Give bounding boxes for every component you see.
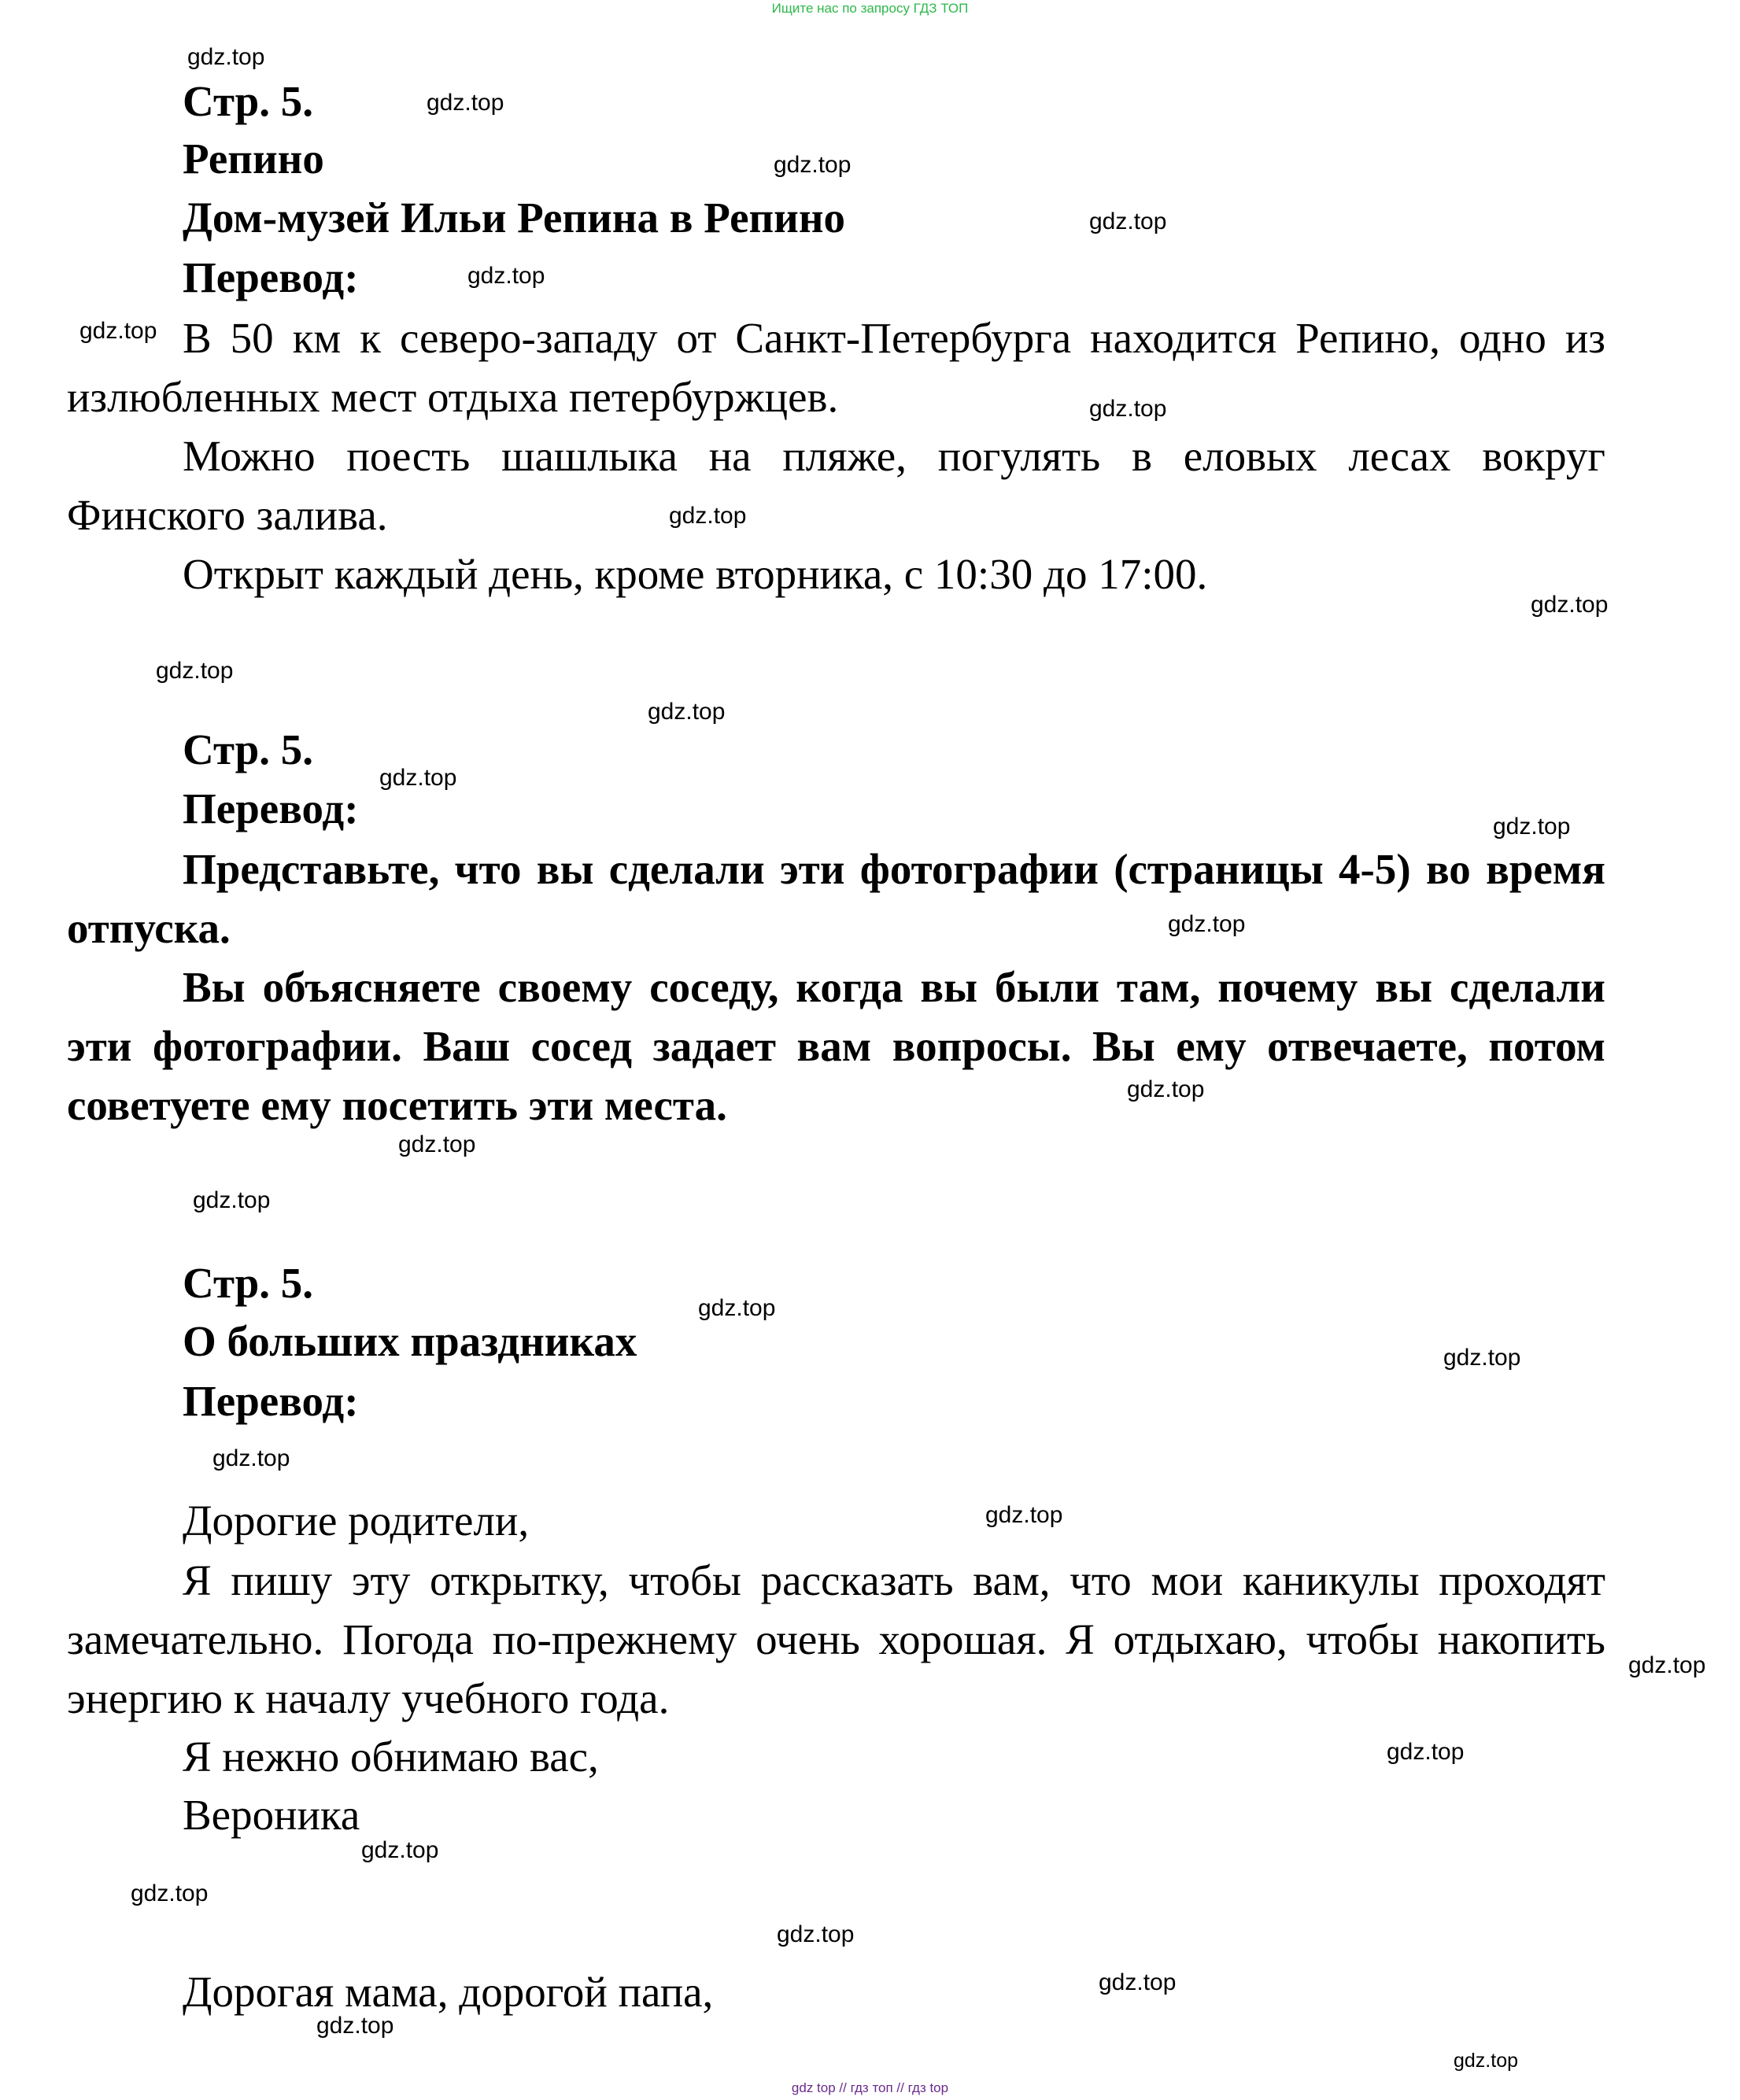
section3-page-number: Стр. 5. xyxy=(183,1259,314,1307)
watermark: gdz.top xyxy=(1628,1652,1706,1678)
watermark: gdz.top xyxy=(79,318,157,344)
watermark: gdz.top xyxy=(361,1837,439,1863)
watermark: gdz.top xyxy=(1168,911,1246,937)
section3-translation-label: Перевод: xyxy=(183,1377,359,1425)
section2-paragraph-1: Представьте, что вы сделали эти фотографии (страницы 4-5) во время отпуска. xyxy=(67,845,1605,952)
watermark: gdz.top xyxy=(1127,1076,1205,1102)
watermark: gdz.top xyxy=(131,1880,209,1906)
watermark: gdz.top xyxy=(1089,209,1167,234)
watermark: gdz.top xyxy=(1099,1969,1177,1995)
section2-translation-label: Перевод: xyxy=(183,784,359,832)
watermark: gdz.top xyxy=(698,1295,776,1321)
letter-paragraph: Я пишу эту открытку, чтобы рассказать вам, что мои каникулы проходят замечательно. Погода по-прежнему очень хорошая. Я отдыхаю, чтобы накопить энергию к началу учебного года. xyxy=(67,1556,1605,1722)
watermark: gdz.top xyxy=(1089,396,1167,422)
bottom-banner: gdz top // гдз топ // гдз top xyxy=(791,2080,949,2095)
watermark: gdz.top xyxy=(1454,2050,1519,2072)
letter-signature: Вероника xyxy=(183,1791,360,1839)
watermark: gdz.top xyxy=(156,658,234,684)
watermark: gdz.top xyxy=(398,1131,476,1157)
section1-paragraph-1: В 50 км к северо-западу от Санкт-Петербурга находится Репино, одно из излюбленных мест отдыха петербуржцев. xyxy=(67,314,1605,421)
watermark: gdz.top xyxy=(467,263,545,289)
watermark: gdz.top xyxy=(1443,1345,1521,1371)
letter-closing: Я нежно обнимаю вас, xyxy=(183,1733,599,1781)
watermark: gdz.top xyxy=(427,90,504,116)
watermark: gdz.top xyxy=(1531,592,1609,618)
watermark: gdz.top xyxy=(777,1921,855,1947)
section2-paragraph-2: Вы объясняете своему соседу, когда вы были там, почему вы сделали эти фотографии. Ваш сосед задает вам вопросы. Вы ему отвечаете, потом советуете ему посетить эти места. xyxy=(67,963,1605,1129)
section2-page-number: Стр. 5. xyxy=(183,725,314,773)
section1-translation-label: Перевод: xyxy=(183,253,359,301)
watermark: gdz.top xyxy=(379,765,457,791)
watermark: gdz.top xyxy=(212,1445,290,1471)
second-letter-greeting: Дорогая мама, дорогой папа, xyxy=(183,1968,714,2016)
watermark: gdz.top xyxy=(193,1187,271,1213)
section1-page-number: Стр. 5. xyxy=(183,77,314,125)
letter-greeting: Дорогие родители, xyxy=(183,1497,530,1545)
section1-paragraph-3: Открыт каждый день, кроме вторника, с 10:30 до 17:00. xyxy=(183,550,1208,598)
watermark: gdz.top xyxy=(985,1502,1063,1528)
watermark: gdz.top xyxy=(187,44,265,70)
section3-title: О больших праздниках xyxy=(183,1317,637,1365)
section1-subtitle: Дом-музей Ильи Репина в Репино xyxy=(183,194,846,242)
section1-paragraph-2: Можно поесть шашлыка на пляже, погулять в еловых лесах вокруг Финского залива. xyxy=(67,432,1605,539)
section1-title: Репино xyxy=(183,135,324,183)
top-banner: Ищите нас по запросу ГДЗ ТОП xyxy=(771,1,969,16)
watermark: gdz.top xyxy=(1387,1739,1465,1765)
watermark: gdz.top xyxy=(648,699,726,725)
watermark: gdz.top xyxy=(1493,814,1571,840)
watermark: gdz.top xyxy=(316,2013,394,2039)
watermark: gdz.top xyxy=(774,152,852,178)
watermark: gdz.top xyxy=(669,503,747,529)
